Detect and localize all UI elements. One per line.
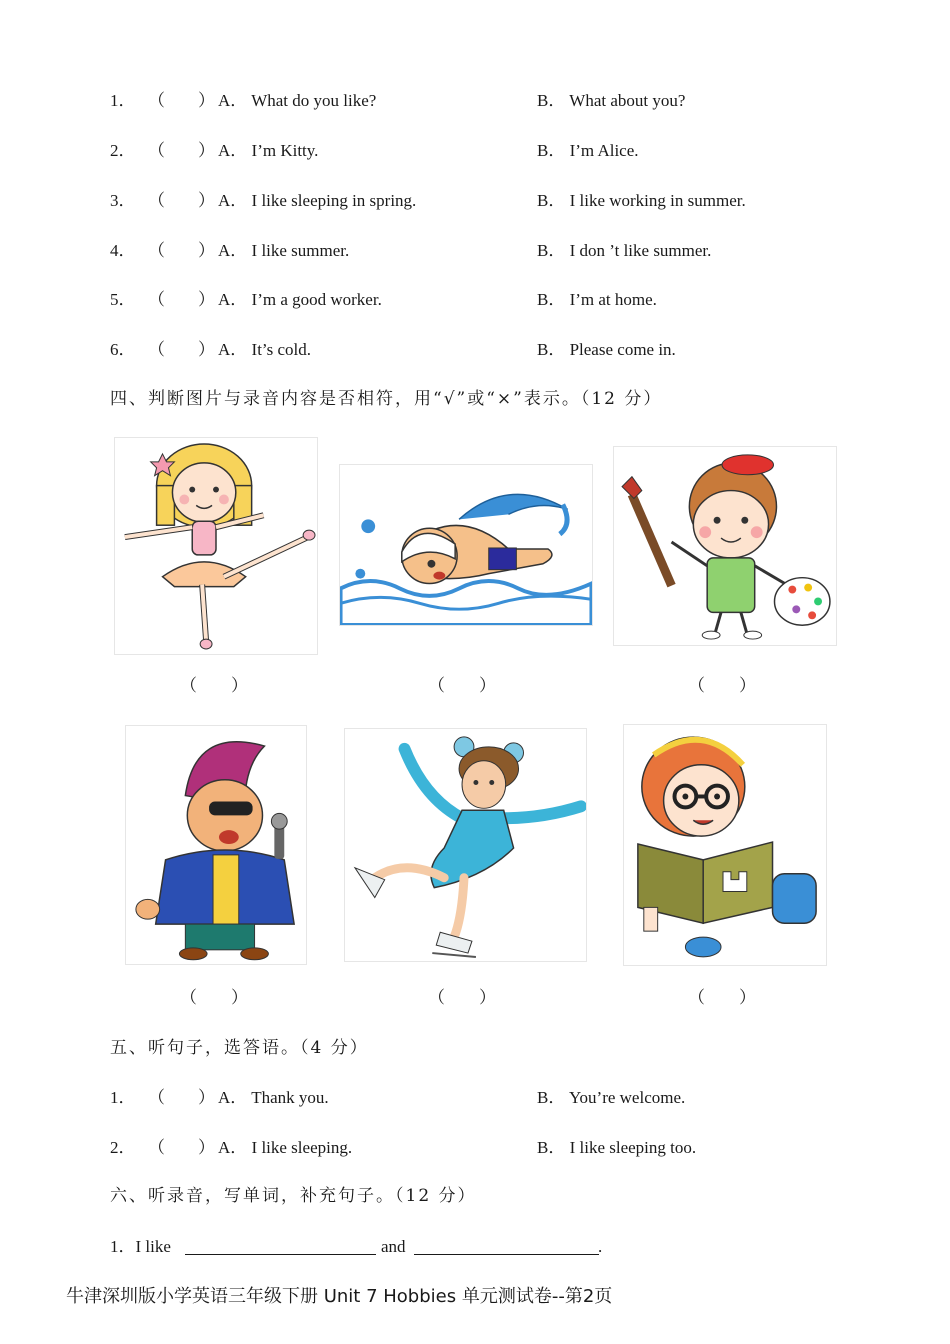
- question-row: [0, 236, 950, 266]
- answer-paren-open[interactable]: （: [148, 141, 165, 160]
- option-a: A． I like summer.: [218, 241, 350, 260]
- option-a: A． I like sleeping.: [218, 1138, 353, 1157]
- answer-paren-close[interactable]: ）: [198, 340, 215, 359]
- ballet-dancer-picture: [114, 437, 318, 655]
- question-row: [0, 136, 950, 166]
- painter-picture: [613, 446, 837, 646]
- answer-paren-close[interactable]: ）: [198, 241, 215, 260]
- question-row: [0, 1083, 950, 1113]
- option-b: B． Please come in.: [537, 340, 676, 359]
- question-row: [0, 86, 950, 116]
- question-row: [0, 186, 950, 216]
- option-b: B． What about you?: [537, 91, 686, 110]
- answer-blank-2[interactable]: （ ）: [428, 676, 496, 695]
- answer-blank-4[interactable]: （ ）: [180, 988, 248, 1007]
- option-b: B． I don ’t like summer.: [537, 241, 712, 260]
- option-a: A． What do you like?: [218, 91, 377, 110]
- sentence-1-mid: and: [381, 1237, 406, 1256]
- answer-paren-open[interactable]: （: [148, 91, 165, 110]
- answer-blank-3[interactable]: （ ）: [688, 676, 756, 695]
- option-a: A． Thank you.: [218, 1088, 329, 1107]
- option-b: B． I’m at home.: [537, 290, 657, 309]
- singer-picture: [125, 725, 307, 965]
- question-row: [0, 285, 950, 315]
- answer-paren-close[interactable]: ）: [198, 1138, 215, 1157]
- swimmer-picture: [339, 464, 593, 626]
- word-blank-1[interactable]: [185, 1236, 376, 1255]
- fill-in-sentence-1: [0, 1232, 950, 1262]
- question-row: [0, 335, 950, 365]
- sentence-1-end: .: [598, 1237, 603, 1256]
- option-b: B． I’m Alice.: [537, 141, 639, 160]
- answer-paren-open[interactable]: （: [148, 1138, 165, 1157]
- section-5-heading: 五、听句子，选答语。（4 分）: [110, 1038, 369, 1058]
- question-number: 2．: [110, 141, 136, 160]
- word-blank-2[interactable]: [414, 1236, 599, 1255]
- option-a: A． It’s cold.: [218, 340, 312, 359]
- question-number: 4．: [110, 241, 136, 260]
- answer-paren-open[interactable]: （: [148, 290, 165, 309]
- option-a: A． I like sleeping in spring.: [218, 191, 417, 210]
- answer-paren-open[interactable]: （: [148, 1088, 165, 1107]
- answer-paren-open[interactable]: （: [148, 340, 165, 359]
- page-footer: 牛津深圳版小学英语三年级下册 Unit 7 Hobbies 单元测试卷--第2页: [66, 1286, 613, 1307]
- question-number: 1．: [110, 1088, 136, 1107]
- reader-picture: [623, 724, 827, 966]
- answer-paren-close[interactable]: ）: [198, 191, 215, 210]
- sentence-1-start: 1．I like: [110, 1237, 171, 1256]
- answer-paren-close[interactable]: ）: [198, 91, 215, 110]
- ice-skater-picture: [344, 728, 587, 962]
- question-row: [0, 1133, 950, 1163]
- option-a: A． I’m Kitty.: [218, 141, 319, 160]
- answer-paren-open[interactable]: （: [148, 241, 165, 260]
- answer-paren-close[interactable]: ）: [198, 141, 215, 160]
- question-number: 1．: [110, 91, 136, 110]
- question-number: 2．: [110, 1138, 136, 1157]
- answer-paren-open[interactable]: （: [148, 191, 165, 210]
- option-a: A． I’m a good worker.: [218, 290, 382, 309]
- answer-blank-6[interactable]: （ ）: [688, 988, 756, 1007]
- answer-blank-5[interactable]: （ ）: [428, 988, 496, 1007]
- section-6-heading: 六、听录音，写单词，补充句子。（12 分）: [110, 1186, 477, 1206]
- question-number: 5．: [110, 290, 136, 309]
- option-b: B． You’re welcome.: [537, 1088, 686, 1107]
- answer-paren-close[interactable]: ）: [198, 1088, 215, 1107]
- answer-paren-close[interactable]: ）: [198, 290, 215, 309]
- option-b: B． I like working in summer.: [537, 191, 746, 210]
- section-4-heading: 四、判断图片与录音内容是否相符，用“√”或“×”表示。（12 分）: [110, 389, 663, 409]
- option-b: B． I like sleeping too.: [537, 1138, 697, 1157]
- question-number: 3．: [110, 191, 136, 210]
- question-number: 6．: [110, 340, 136, 359]
- answer-blank-1[interactable]: （ ）: [180, 676, 248, 695]
